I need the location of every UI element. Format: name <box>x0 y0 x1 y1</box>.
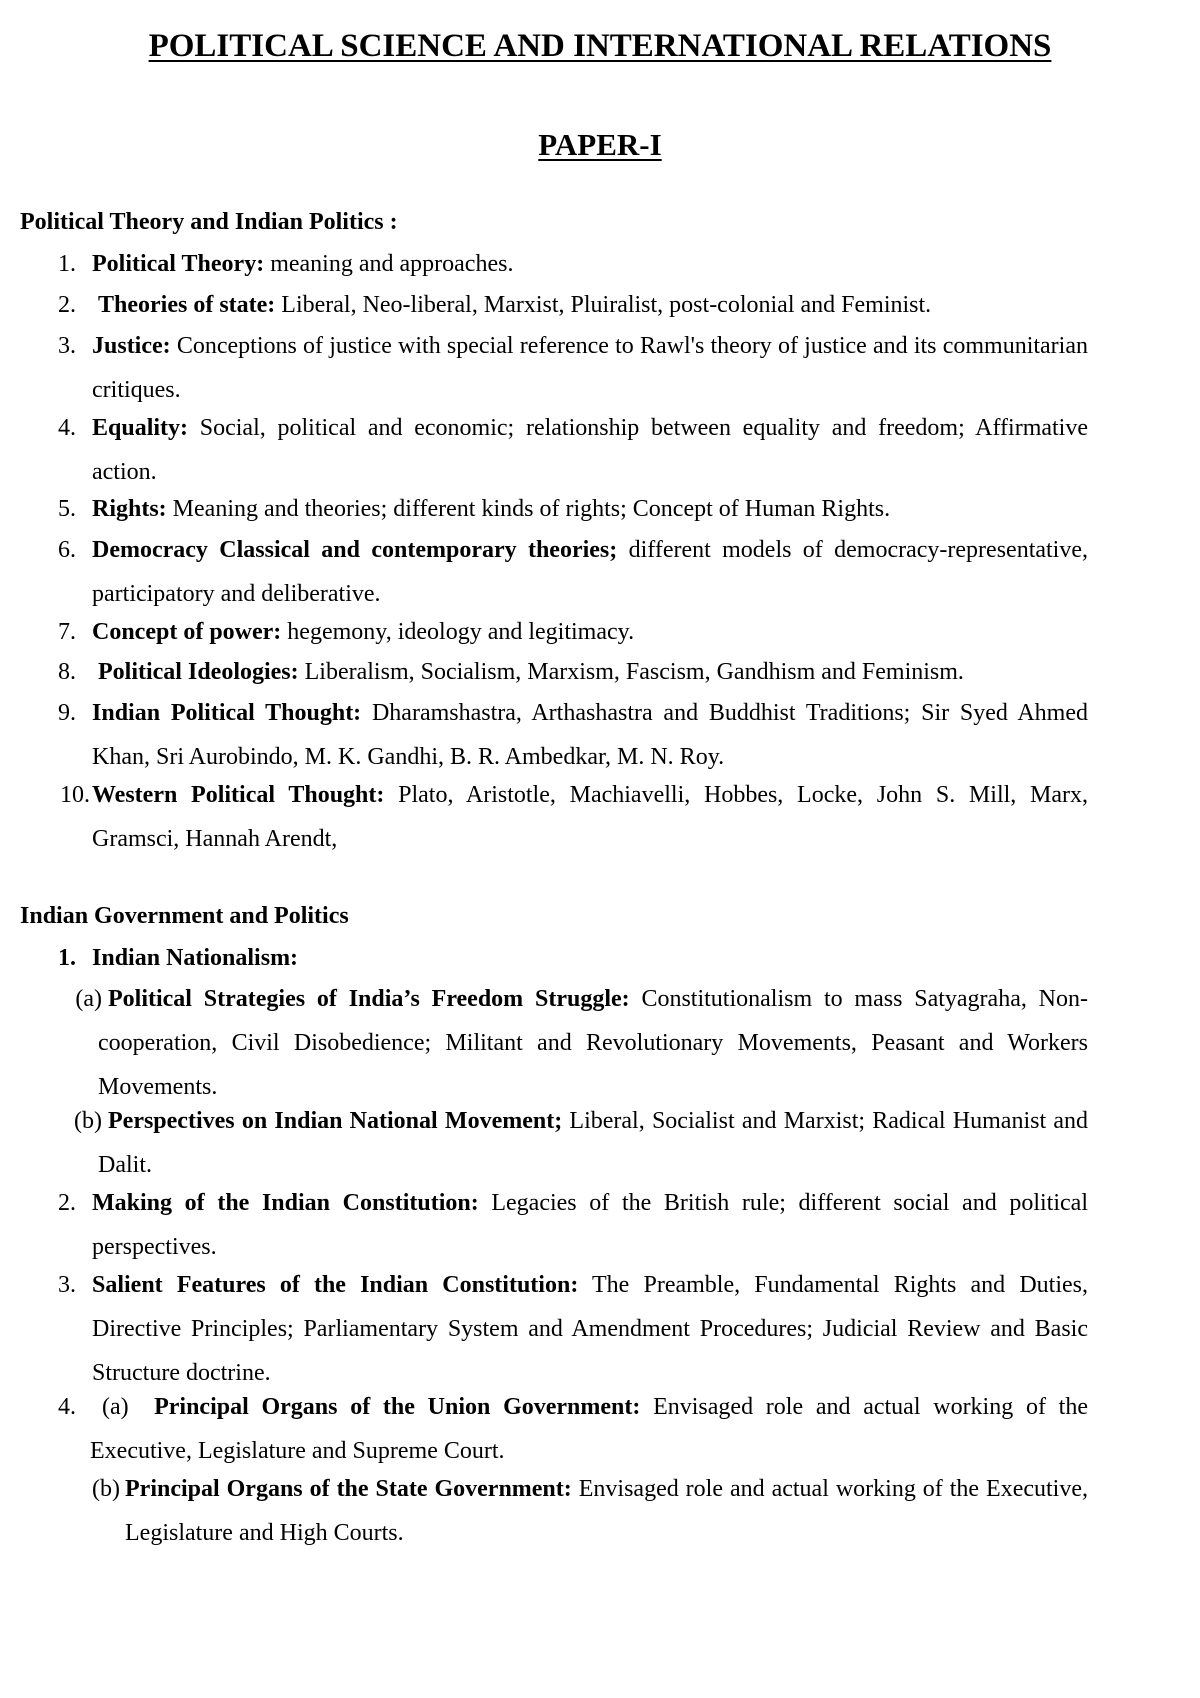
document-title: POLITICAL SCIENCE AND INTERNATIONAL RELATIONS <box>148 28 1052 64</box>
syllabus-page: POLITICAL SCIENCE AND INTERNATIONAL RELATIONS PAPER-I Political Theory and Indian Politics : 1. Political Theory: meaning and approaches. 2. Theories of state: Liberal, Neo-liberal, Marxist, Pluiralist, post-colonial and Feminist. 3. Justice: Conceptions of justice with special reference to Rawl's theory of justice and its communitarian critiques. 4. Equality: Social, political and economic; relationship between equality and freedom; Affirmative action. 5. Rights: Meaning and theories; different kinds of rights; Concept of Human Rights. 6. Democracy Classical and contemporary theories; different models of democracy-representative, participatory and deliberative. 7. Concept of power: hegemony, ideology and legitimacy. 8. Political Ideologies: Liberalism, Socialism, Marxism, Fascism, Gandhism and Feminism. 9. Indian Political Thought: Dharamshastra, Arthashastra and Buddhist Traditions; Sir Syed Ahmed Khan, Sri Aurobindo, M. K. Gandhi, B. R. Ambedkar, M. N. Roy. 10. Western Political Thought: Plato, Aristotle, Machiavelli, Hobbes, Locke, John S. Mill, Marx, Gramsci, Hannah Arendt, Indian Government and Politics 1. Indian Nationalism: (a) Political Strategies of India’s Freedom Struggle: Constitutionalism to mass Satyagraha, Non-cooperation, Civil Disobedience; Militant and Revolutionary Movements, Peasant and Workers Movements. (b) Perspectives on Indian National Movement; Liberal, Socialist and Marxist; Radical Humanist and Dalit. 2. Making of the Indian Constitution: Legacies of the British rule; different social and political perspectives. 3. Salient Features of the Indian Constitution: The Preamble, Fundamental Rights and Duties, Directive Principles; Parliamentary System and Amendment Procedures; Judicial Review and Basic Structure doctrine. 4. (a) Principal Organs of the Union Government: Envisaged role and actual working of the Executive, Legislature and Supreme Court. (b) Principal Organs of the State Government: Envisaged role and actual working of the Executive, Legislature and High Courts. <box>0 0 1200 1698</box>
paper-title: PAPER-I <box>538 127 662 162</box>
section-heading-political-theory: Political Theory and Indian Politics : <box>20 209 398 235</box>
section-heading-indian-government: Indian Government and Politics <box>20 903 349 929</box>
